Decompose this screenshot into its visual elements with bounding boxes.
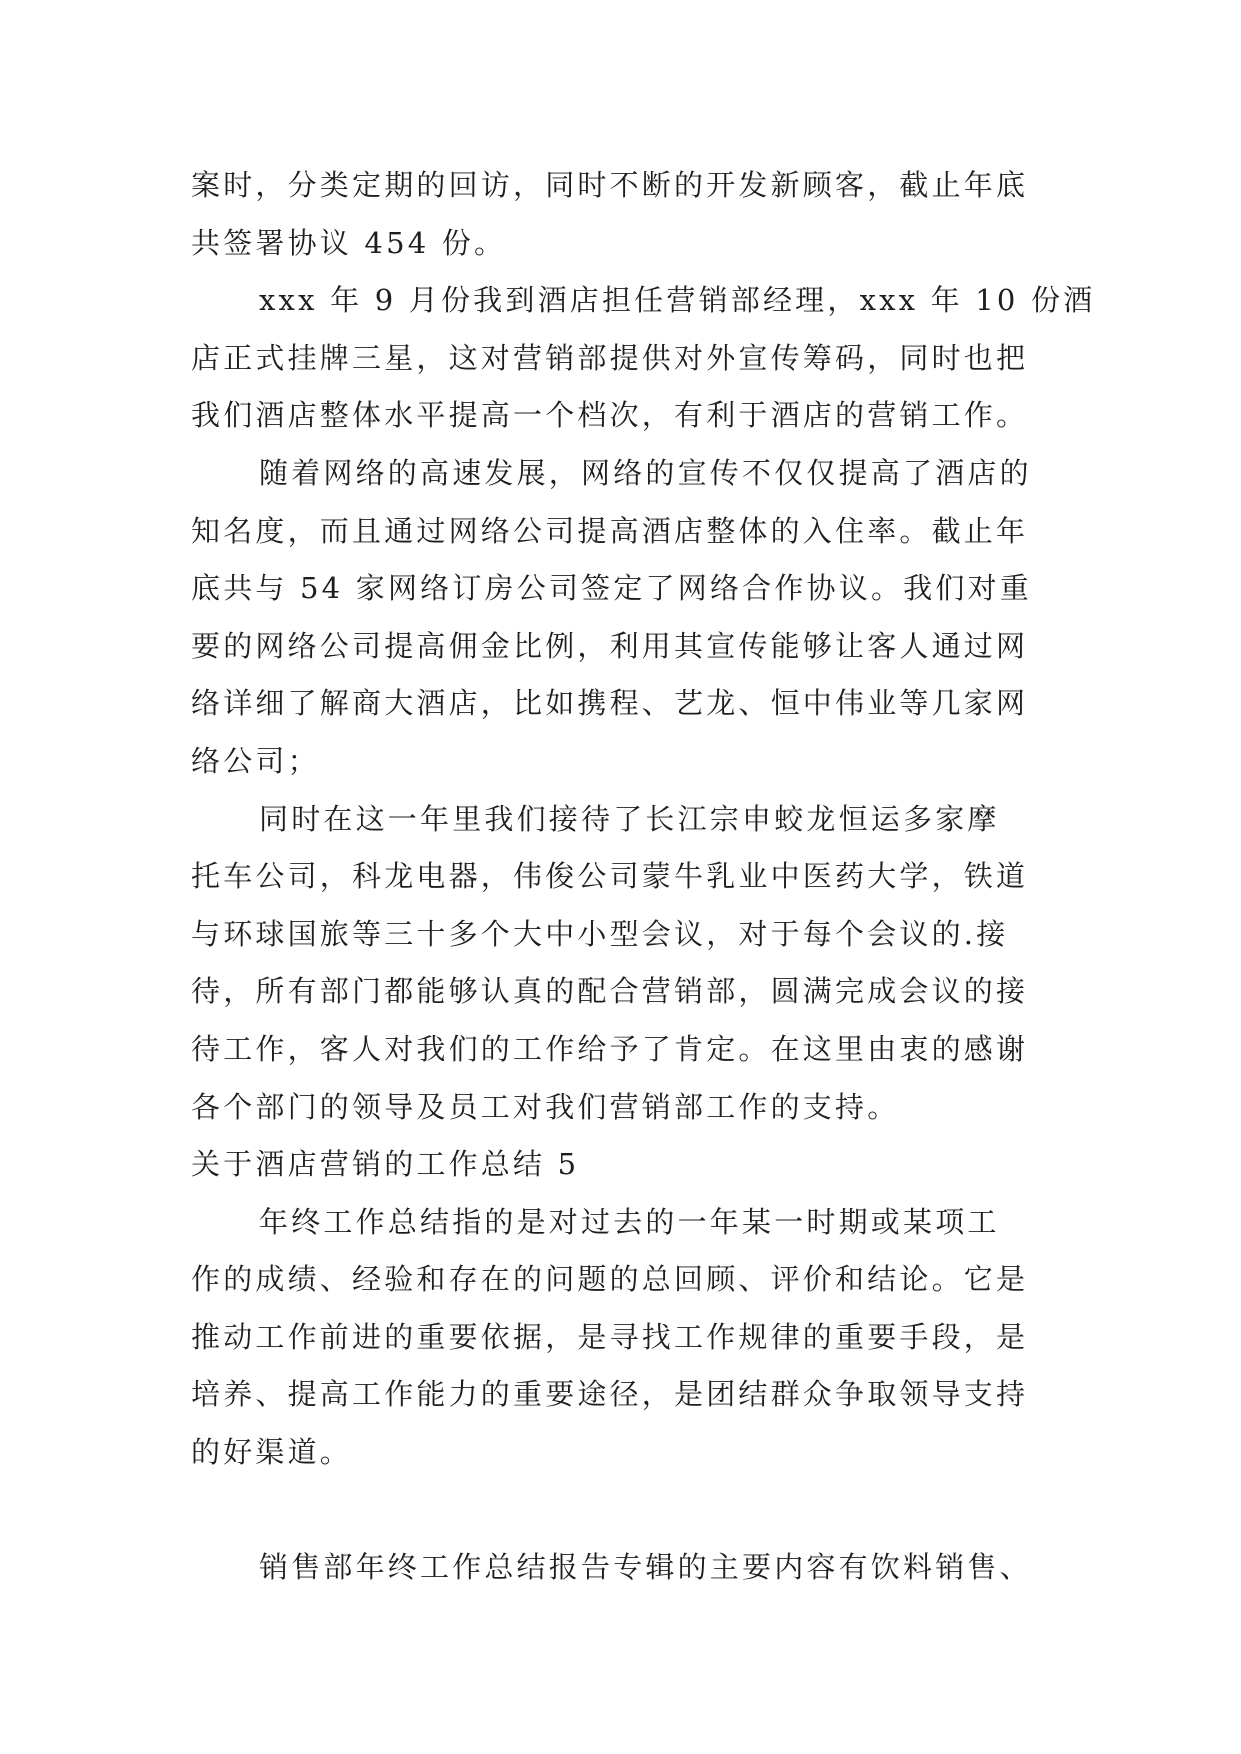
text-line: 络详细了解商大酒店，比如携程、艺龙、恒中伟业等几家网 <box>191 686 1029 721</box>
text-line: 我们酒店整体水平提高一个档次，有利于酒店的营销工作。 <box>191 398 1029 433</box>
text-line: 络公司； <box>191 743 320 778</box>
text-line: 共签署协议 454 份。 <box>191 225 507 260</box>
text-line: 底共与 54 家网络订房公司签定了网络合作协议。我们对重 <box>191 571 1032 606</box>
text-line: 待，所有部门都能够认真的配合营销部，圆满完成会议的接 <box>191 974 1029 1009</box>
text-line: 作的成绩、经验和存在的问题的总回顾、评价和结论。它是 <box>191 1262 1029 1297</box>
text-line: 托车公司，科龙电器，伟俊公司蒙牛乳业中医药大学，铁道 <box>191 859 1029 894</box>
paragraph-first-line: 随着网络的高速发展，网络的宣传不仅仅提高了酒店的 <box>259 455 1032 490</box>
paragraph-first-line: 年终工作总结指的是对过去的一年某一时期或某项工 <box>259 1204 1000 1239</box>
text-line: 案时，分类定期的回访，同时不断的开发新顾客，截止年底 <box>191 168 1029 202</box>
text-line: 要的网络公司提高佣金比例，利用其宣传能够让客人通过网 <box>191 628 1029 663</box>
text-line: 各个部门的领导及员工对我们营销部工作的支持。 <box>191 1089 900 1124</box>
paragraph-gap <box>191 1482 1051 1540</box>
text-line: 待工作，客人对我们的工作给予了肯定。在这里由衷的感谢 <box>191 1031 1029 1066</box>
section-heading: 关于酒店营销的工作总结 5 <box>191 1147 580 1182</box>
paragraph-first-line: 同时在这一年里我们接待了长江宗申蛟龙恒运多家摩 <box>259 801 1000 836</box>
paragraph-first-line: xxx 年 9 月份我到酒店担任营销部经理，xxx 年 10 份酒 <box>259 283 1096 318</box>
text-line: 推动工作前进的重要依据，是寻找工作规律的重要手段，是 <box>191 1319 1029 1354</box>
paragraph-first-line: 销售部年终工作总结报告专辑的主要内容有饮料销售、 <box>259 1550 1032 1585</box>
text-line: 的好渠道。 <box>191 1435 353 1470</box>
text-line: 知名度，而且通过网络公司提高酒店整体的入住率。截止年 <box>191 513 1029 548</box>
text-line: 培养、提高工作能力的重要途径，是团结群众争取领导支持 <box>191 1377 1029 1412</box>
document-body <box>191 157 1096 1597</box>
text-line: 与环球国旅等三十多个大中小型会议，对于每个会议的.接 <box>191 916 1009 951</box>
text-line: 店正式挂牌三星，这对营销部提供对外宣传筹码，同时也把 <box>191 340 1029 375</box>
